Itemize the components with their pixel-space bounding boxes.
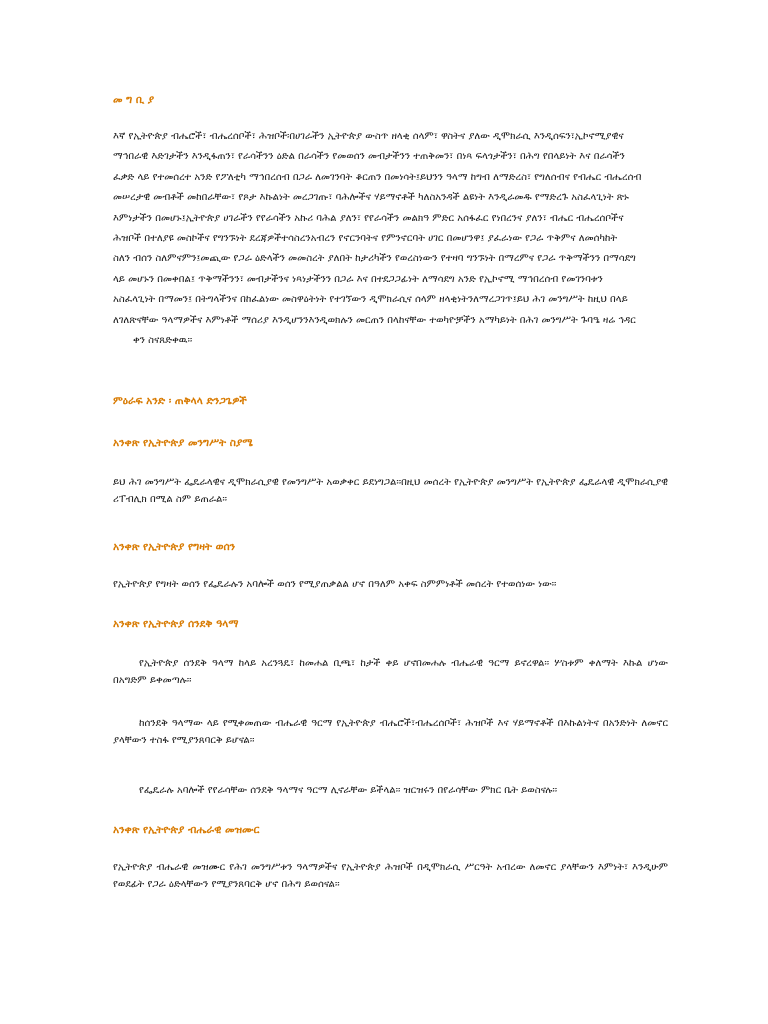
preamble-line: ላይ መሆኑን በመቀበል፤ ጥቅማችንን፣ መብታችንና ነጻነታችንን በጋራ እና በተደጋጋፊነት ለማሳደግ አንድ የኢኮኖሚ ማኅበረሰብ የመገንባቱን bbox=[113, 273, 603, 285]
preamble-line: ማኅበራዊ እድገታችን እንዲፋጠን፣ የራሳችንን ዕድል በራሳችን የመወሰን መብታችንን ተጠቅመን፣ በነጻ ፍላጎታችን፣ በሕግ የበላይነት እና በራሳችን bbox=[113, 151, 625, 163]
article-1-heading: አንቀጽ የኢትዮጵያ መንግሥት ስያሜ bbox=[113, 437, 253, 449]
article-4-paragraph: የኢትዮጵያ ብሔራዊ መዝሙር የሕገ መንግሥቱን ዓላማዎችና የኢትዮጵያ ሕዝቦች በዲሞክራሲ ሥርዓት አብረው ለመኖር ያላቸውን እምነት፣ እንዲሁም የወደፊት የጋራ ዕድላቸውን የሚያንጸባርቅ ሆኖ በሕግ ይወሰናል፡፡ bbox=[113, 862, 668, 891]
preamble-line: ስለን ብሰን ስለምናምን፤መጪው የጋራ ዕድላችን መመስረት ያለበት ከታሪካችን የወረስነውን የተዛባ ግንኙነት በማረምና የጋራ ጥቅማችንን በማሳደግ bbox=[113, 253, 636, 265]
document-title: መ ግ ቢ ያ bbox=[113, 94, 155, 106]
article-2-heading: አንቀጽ የኢትዮጵያ የግዛት ወሰን bbox=[113, 541, 236, 553]
article-3-paragraph-2: ከሰንደቅ ዓላማው ላይ የሚቀመጠው ብሔራዊ ዓርማ የኢትዮጵያ ብሔሮች፣ብሔረሰቦች፣ ሕዝቦች እና ሃይማኖቶች በእኩልነትና በአንድነት ለመኖር ያላቸውን ተስፋ የሚያንጸባርቅ ይሆናል፡፡ bbox=[113, 718, 668, 747]
article-3-heading: አንቀጽ የኢትዮጵያ ሰንደቅ ዓላማ bbox=[113, 618, 239, 630]
article-3-paragraph-3: የፌዴራሉ አባሎች የየራሳቸው ሰንደቅ ዓላማና ዓርማ ሊኖራቸው ይችላል፡፡ ዝርዝሩን በየራሳቸው ምክር ቤት ይወስናሉ፡፡ bbox=[139, 785, 558, 796]
article-3-paragraph-1: የኢትዮጵያ ሰንደቅ ዓላማ ከላይ አረንጓዴ፣ ከመሐል ቢጫ፣ ከታች ቀይ ሆኖበመሐሉ ብሔራዊ ዓርማ ይኖረዋል፡፡ ሦስቱም ቀለማት እኩል ሆነው በአግድም ይቀመጣሉ፡፡ bbox=[113, 658, 668, 687]
preamble-line: መሠረታዊ መብቶች መከበራቸው፣ የጾታ እኩልነት መረጋገጡ፣ ባሕሎችና ሃይማኖቶች ካለስአንዳች ልዩነት እንዲራመዱ የማድረጉ አስፈላጊነት ጽኑ bbox=[113, 192, 629, 204]
preamble-line: ሕዝቦች በተለያዩ መስኮችና የግንኙነት ደረጃዎችተሳስረንአብረን የኖርንባትና የምንኖርባት ሀገር በመሆንዋ፤ ያፈራነው የጋራ ጥቅምና ለመሰካከት bbox=[113, 233, 618, 244]
preamble-line: እምነታችን በመሆኑ፤ኢትዮጵያ ሀገራችን የየራሳችን አኩሪ ባሕል ያለን፣ የየራሳችን መልክዓ ምድር አሰፋፈር የነበረንና ያለን፣ ብሔር ብሔረሰቦችና bbox=[113, 212, 624, 224]
preamble-line: አስፈላጊነት በማመን፤ በትግላችንና በከፈልነው መስዋዕትነት የተገኘውን ዲሞክራሲና ሰላም ዘላቂነትንለማረጋገጥ፤ይህ ሕገ መንግሥት ከዚህ በላይ bbox=[113, 294, 628, 306]
preamble-line: ለገለጽናቸው ዓላማዎችና እምነቶች ማሰሪያ እንዲሆንንእንዲወክሉን መርጠን በላከናቸው ተወካዮቻችን አማካይነት በሕገ መንግሥት ጉባዔ ዛሬ ኅዳር bbox=[113, 314, 636, 326]
preamble-line: ፈቃድ ላይ የተመሰረተ አንድ የፖለቲካ ማኅበረሰብ በጋራ ለመገንባት ቆርጠን በመነሳት፤ይህንን ዓላማ ከግብ ለማድረስ፣ የግለሰብና የብሔር ብሔረሰብ bbox=[113, 171, 642, 183]
article-2-paragraph: የኢትዮጵያ የግዛት ወሰን የፌዴራሉን አባሎች ወሰን የሚያጠቃልል ሆኖ በዓለም አቀፍ ስምምነቶች መሰረት የተወሰነው ነው፡፡ bbox=[113, 579, 557, 590]
preamble-line: ቀን ስናጸድቀዉ፡፡ bbox=[133, 335, 193, 346]
chapter-heading: ምዕራፍ አንድ ፡ ጠቅላላ ድንጋጌዎች bbox=[113, 395, 247, 407]
article-4-heading: አንቀጽ የኢትዮጵያ ብሔራዊ መዝሙር bbox=[113, 824, 260, 836]
article-1-paragraph: ይህ ሕገ መንግሥት ፌዴራላዊና ዲሞክራሲያዊ የመንግሥት አወቃቀር ይደነግጋል፡፡በዚህ መሰረት የኢትዮጵያ መንግሥት የኢትዮጵያ ፌዴራላዊ ዲሞክራሲያዊ ሪፐብሊክ በሚል ስም ይጠራል፡፡ bbox=[113, 477, 668, 506]
preamble-line: እኛ የኢትዮጵያ ብሔሮች፣ ብሔረሰቦች፣ ሕዝቦች፡በሀገራችን ኢትዮጵያ ውስጥ ዘላቂ ሰላም፣ ዋስትና ያለው ዲሞክራሲ እንዲሰፍን፣ኢኮኖሚያዊና bbox=[113, 131, 624, 142]
